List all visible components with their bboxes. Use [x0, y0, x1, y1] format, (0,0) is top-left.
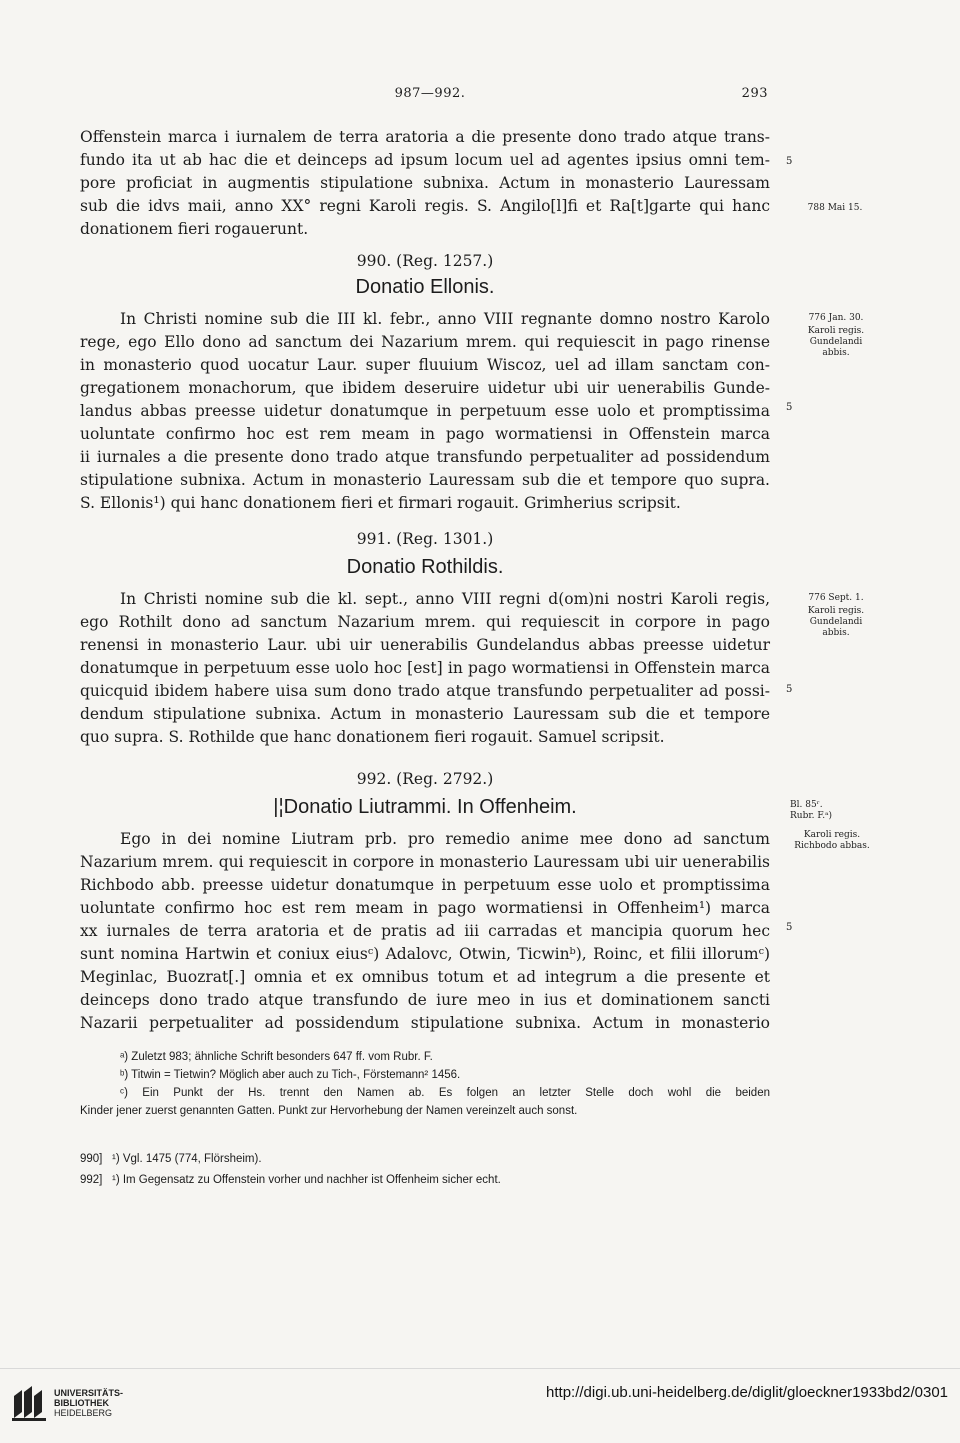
text-line: stipulatione subnixa. Actum in monasterio Lauressam sub die et tempore quo supra. — [80, 471, 770, 489]
text-line: dendum stipulatione subnixa. Actum in monasterio Lauressam sub die et tempore — [80, 705, 770, 723]
text-line: quo supra. S. Rothilde que hanc donationem fieri rogauit. Samuel scripsit. — [80, 728, 665, 746]
page-number: 293 — [741, 86, 768, 101]
footnote: ᶜ) Ein Punkt der Hs. trennt den Namen ab. Es folgen an letzter Stelle doch wohl die beiden — [120, 1087, 770, 1099]
footnote-continued: Kinder jener zuerst genannten Gatten. Punkt zur Hervorhebung der Namen vereinzelt auch sonst. — [80, 1105, 578, 1117]
margin-note: Karoli regis. Gundelandi abbis. — [807, 606, 865, 638]
text-line: donatumque in perpetuum esse uolo hoc [est] in pago wormatiensi in Offenstein marca — [80, 659, 770, 677]
entry-991-reg: 991. (Reg. 1301.) — [356, 530, 494, 548]
footnotes — [80, 1048, 770, 1120]
entry-992-reg: 992. (Reg. 2792.) — [356, 770, 494, 788]
text-line: renensi in monasterio Laur. ubi uir uenerabilis Gundelandus abbas preesse uidetur — [80, 636, 770, 654]
source-url-link[interactable]: http://digi.ub.uni-heidelberg.de/diglit/gloeckner1933bd2/0301 — [546, 1384, 948, 1401]
text-line: Richbodo abb. preesse uidetur donatumque in perpetuum esse uolo et promptissima — [80, 876, 770, 894]
text-line: fundo ita ut ab hac die et deinceps ad ipsum locum uel ad agentes ipsius omni tem- — [80, 151, 770, 169]
margin-date: 776 Sept. 1. — [808, 593, 864, 603]
endnote: 992] ¹) Im Gegensatz zu Offenstein vorher und nachher ist Offenheim sicher echt. — [80, 1174, 501, 1186]
endnote: 990] ¹) Vgl. 1475 (774, Flörsheim). — [80, 1153, 262, 1165]
margin-folio-ref: Bl. 85ʳ. Rubr. F.ᵃ) — [790, 800, 833, 821]
margin-date: 788 Mai 15. — [807, 203, 863, 213]
footnote: ᵇ) Titwin = Tietwin? Möglich aber auch zu Tich-, Förstemann² 1456. — [120, 1069, 461, 1081]
text-line: Meginlac, Buozrat[.] omnia et ex omnibus totum et ad integrum a die presente et — [80, 968, 770, 986]
line-number: 5 — [786, 684, 793, 695]
text-line: in monasterio quod uocatur Laur. super fluuium Wiscoz, uel ad illam sanctam con- — [80, 356, 770, 374]
text-line: xx iurnales de terra aratoria et de pratis ad iii carradas et mancipia quorum hec — [80, 922, 770, 940]
entry-991-text — [80, 588, 770, 749]
entry-990-reg: 990. (Reg. 1257.) — [356, 252, 494, 270]
text-line: In Christi nomine sub die III kl. febr., anno VIII regnante domno nostro Karolo — [120, 310, 770, 328]
library-logo-icon — [10, 1382, 50, 1422]
entry-992-text — [80, 828, 770, 1035]
text-line: In Christi nomine sub die kl. sept., anno VIII regni d(om)ni nostri Karoli regis, — [120, 590, 770, 608]
text-line: Nazarium mrem. qui requiescit in corpore in monasterio Lauressam ubi uir uenerabilis — [80, 853, 770, 871]
entry-990-title: Donatio Ellonis. — [355, 276, 495, 298]
text-line: Nazarii perpetualiter ad possidendum stipulatione subnixa. Actum in monasterio — [80, 1014, 770, 1032]
text-line: pore proficiat in augmentis stipulatione subnixa. Actum in monasterio Lauressam — [80, 174, 770, 192]
text-line: deinceps dono trado atque transfundo de iure meo in ius et dominationem sancti — [80, 991, 770, 1009]
text-line: Ego in dei nomine Liutram prb. pro remedio anime mee dono ad sanctum — [120, 830, 770, 848]
entry-992-title: |¦Donatio Liutrammi. In Offenheim. — [273, 796, 577, 818]
text-line: Offenstein marca i iurnalem de terra aratoria a die presente dono trado atque trans- — [80, 128, 770, 146]
margin-date: 776 Jan. 30. — [808, 313, 864, 323]
text-line: ii iurnales a die presente dono trado atque transfundo perpetualiter ad possidendum — [80, 448, 770, 466]
footer-divider — [0, 1368, 960, 1369]
margin-note: Karoli regis. Gundelandi abbis. — [807, 326, 865, 358]
entry-990-text — [80, 308, 770, 515]
text-line: uoluntate confirmo hoc est rem meam in pago wormatiensi in Offenheim¹) marca — [80, 899, 770, 917]
footnote: ᵃ) Zuletzt 983; ähnliche Schrift besonders 647 ff. vom Rubr. F. — [120, 1051, 433, 1063]
text-line: sub die idvs maii, anno XX° regni Karoli regis. S. Angilo[l]fi et Ra[t]garte qui hanc — [80, 197, 770, 215]
text-line: S. Ellonis¹) qui hanc donationem fieri et firmari rogauit. Grimherius scripsit. — [80, 494, 681, 512]
text-line: ego Rothilt dono ad sanctum Nazarium mrem. qui requiescit in corpore in pago — [80, 613, 770, 631]
text-line: uoluntate confirmo hoc est rem meam in pago wormatiensi in Offenstein marca — [80, 425, 770, 443]
endnotes — [80, 1150, 770, 1189]
margin-note: Karoli regis. Richbodo abbas. — [794, 830, 870, 851]
text-line: quicquid ibidem habere uisa sum dono trado atque transfundo perpetualiter ad possi- — [80, 682, 770, 700]
library-name: UNIVERSITÄTS- BIBLIOTHEK HEIDELBERG — [54, 1388, 124, 1418]
folio-mark: |¦ — [273, 796, 284, 818]
line-number: 5 — [786, 156, 793, 167]
entry-991-title: Donatio Rothildis. — [346, 556, 504, 578]
text-line: landus abbas preesse uidetur donatumque in perpetuum esse uolo et promptissima — [80, 402, 770, 420]
line-number: 5 — [786, 402, 793, 413]
text-line: sunt nomina Hartwin et coniux eiusᶜ) Adalovc, Otwin, Ticwinᵇ), Roinc, et filii illorumᶜ) — [80, 945, 770, 963]
text-line: donationem fieri rogauerunt. — [80, 220, 309, 238]
text-line: gregationem monachorum, que ibidem deseruire uidetur ubi uir uenerabilis Gunde- — [80, 379, 770, 397]
running-head-range: 987—992. — [394, 86, 466, 101]
line-number: 5 — [786, 922, 793, 933]
entry-987-text — [80, 126, 770, 241]
text-line: rege, ego Ello dono ad sanctum dei Nazarium mrem. qui requiescit in pago rinense — [80, 333, 770, 351]
